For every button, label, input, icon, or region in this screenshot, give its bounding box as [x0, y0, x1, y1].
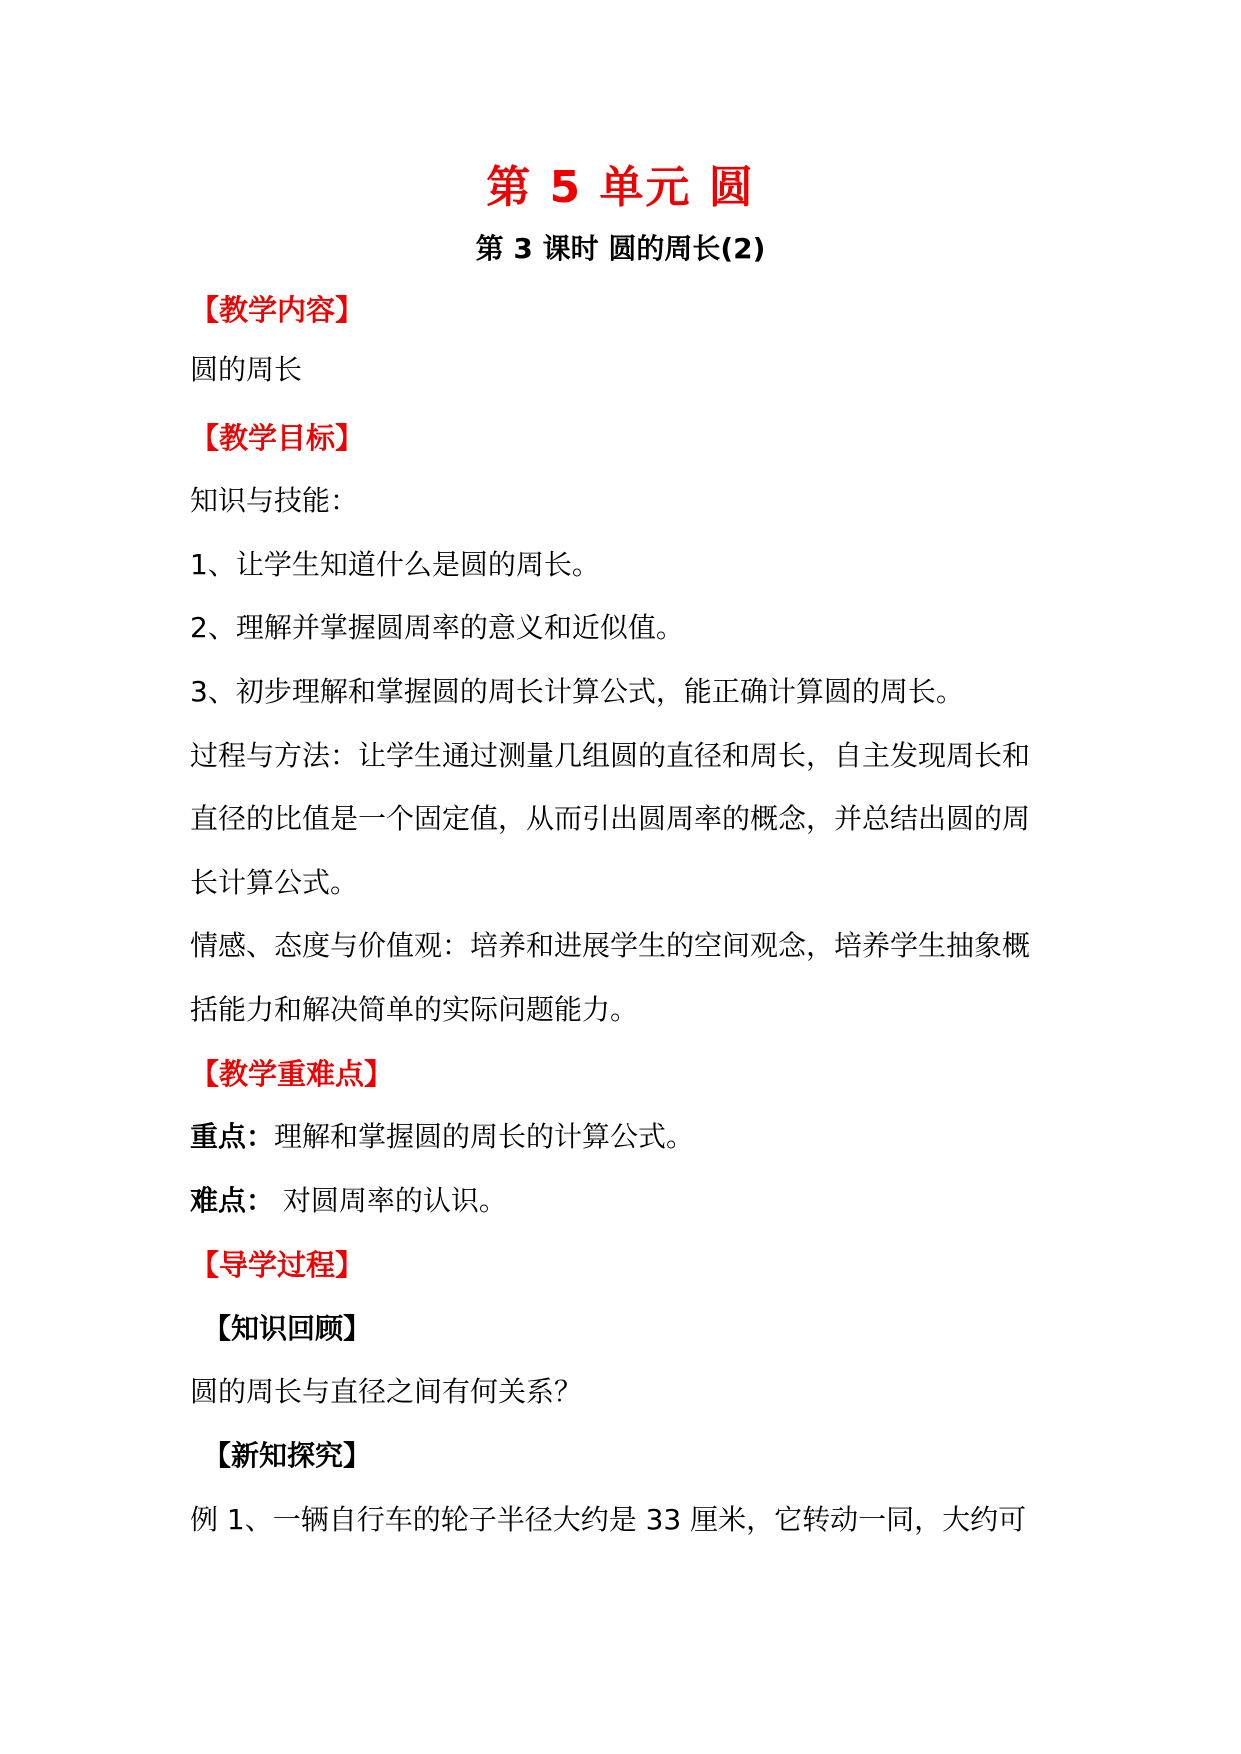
hard-point-label: 难点：: [190, 1184, 275, 1217]
process-line-3: 长计算公式。: [190, 866, 359, 899]
process-line-2: 直径的比值是一个固定值，从而引出圆周率的概念，并总结出圆的周: [190, 802, 1031, 835]
example-1-text: 例 1、一辆自行车的轮子半径大约是 33 厘米，它转动一同，大约可: [190, 1503, 1027, 1536]
key-point-line: [190, 1117, 694, 1157]
section-heading-guide: 【导学过程】: [190, 1248, 365, 1282]
section-heading-content: 【教学内容】: [190, 293, 365, 327]
review-question: 圆的周长与直径之间有何关系？: [190, 1375, 583, 1408]
lesson-subtitle: 第 3 课时 圆的周长(2): [475, 232, 766, 265]
emotion-line-2: 括能力和解决简单的实际问题能力。: [190, 993, 639, 1026]
hard-point-line: [190, 1181, 507, 1221]
goal-item-1: 1、让学生知道什么是圆的周长。: [190, 548, 600, 581]
goal-item-3: 3、初步理解和掌握圆的周长计算公式，能正确计算圆的周长。: [190, 675, 964, 708]
emotion-line-1: 情感、态度与价值观：培养和进展学生的空间观念，培养学生抽象概: [190, 929, 1031, 962]
key-point-label: 重点：: [190, 1120, 275, 1153]
goal-item-2: 2、理解并掌握圆周率的意义和近似值。: [190, 611, 684, 644]
section-heading-goals: 【教学目标】: [190, 421, 365, 455]
process-line-1: 过程与方法：让学生通过测量几组圆的直径和周长，自主发现周长和: [190, 739, 1031, 772]
page-title: 第 5 单元 圆: [486, 162, 755, 213]
hard-point-text: 对圆周率的认识。: [274, 1184, 507, 1217]
skills-label: 知识与技能：: [190, 484, 359, 517]
key-point-text: 理解和掌握圆的周长的计算公式。: [274, 1120, 695, 1153]
subheading-explore: 【新知探究】: [203, 1439, 372, 1472]
section-heading-key-points: 【教学重难点】: [190, 1057, 394, 1091]
content-text: 圆的周长: [190, 353, 303, 386]
subheading-review: 【知识回顾】: [203, 1312, 372, 1345]
